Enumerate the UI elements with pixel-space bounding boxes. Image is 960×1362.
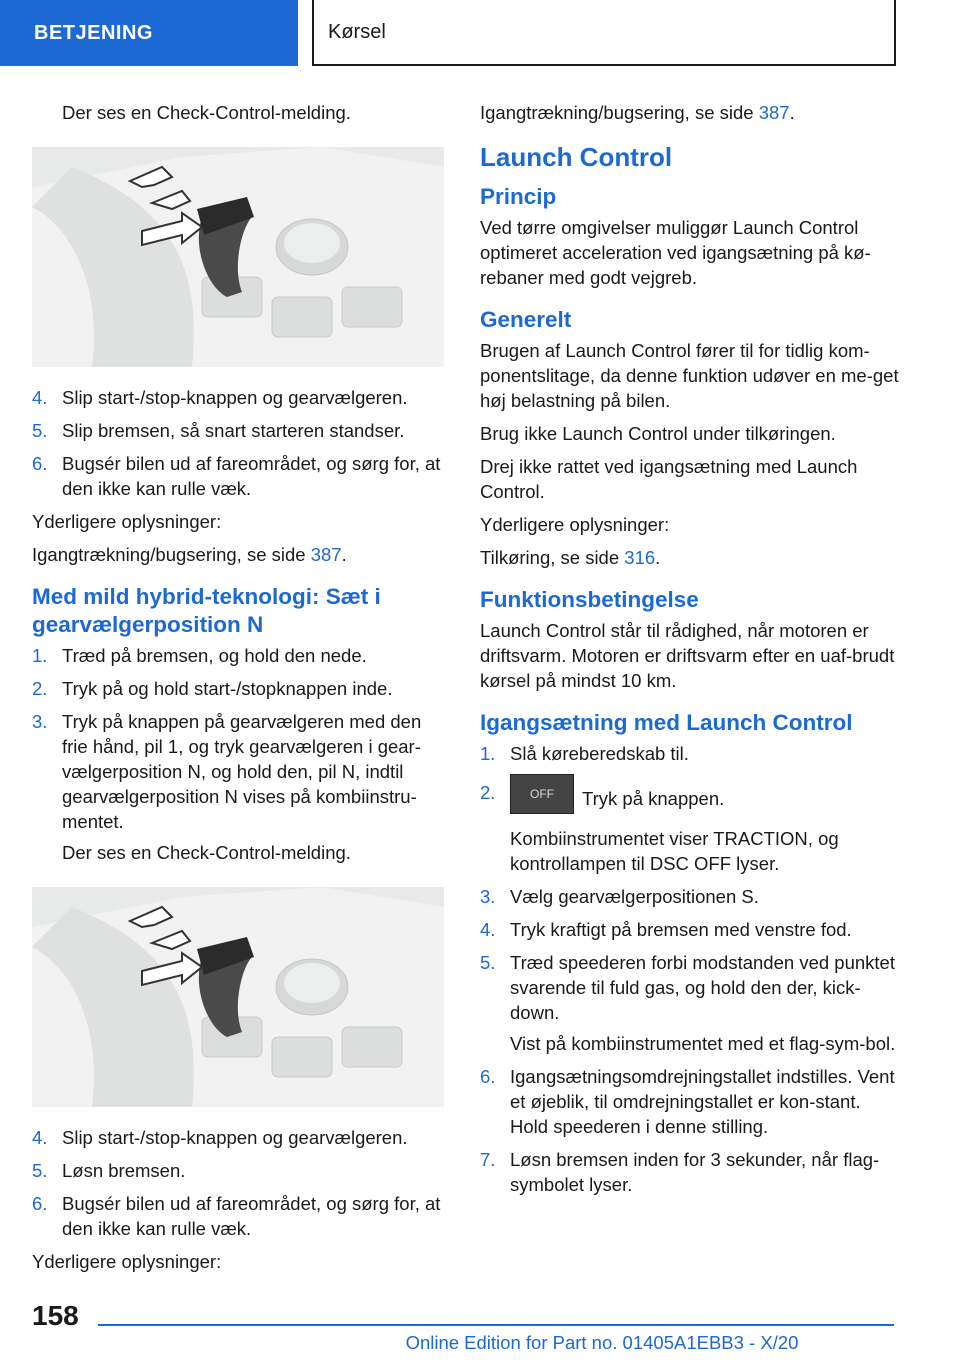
list-item: 3. Tryk på knappen på gearvælgeren med den frie hånd, pil 1, og tryk gearvælgeren i gear-vælgerposition N, og hold den, pil N, indtil gearvælgerposition N vises på kombiinstru-mentet. Der ses en Check-Control-melding. [32, 711, 422, 863]
heading-igangsaetning: Igangsætning med Launch Control [480, 710, 853, 735]
list-item: 1. Slå køreberedskab til. [480, 743, 689, 764]
list-item: 7. Løsn bremsen inden for 3 sekunder, når flag-symbolet lyser. [480, 1149, 880, 1195]
gear-selector-illustration-1 [32, 147, 444, 367]
cross-reference: Igangtrækning/bugsering, se side 387. [32, 544, 347, 565]
list-item: 6. Bugsér bilen ud af fareområdet, og sørg for, at den ikke kan rulle væk. [32, 453, 441, 499]
generelt-text-1: Brugen af Launch Control fører til for tidlig kom-ponentslitage, da denne funktion udøver en me-get høj belastning på bilen. [480, 340, 899, 411]
princip-text: Ved tørre omgivelser muliggør Launch Control optimeret acceleration ved igangsætning på kø-rebaner med godt vejgreb. [480, 217, 871, 288]
list-item: 4. Slip start-/stop-knappen og gearvælgeren. [32, 1127, 408, 1148]
cross-reference: Tilkøring, se side 316. [480, 547, 661, 568]
steps-list-3 [32, 1125, 444, 1241]
list-item: 4. Tryk kraftigt på bremsen med venstre fod. [480, 919, 852, 940]
steps-list-2 [32, 643, 444, 865]
heading-generelt: Generelt [480, 307, 572, 332]
list-item: 6. Bugsér bilen ud af fareområdet, og sørg for, at den ikke kan rulle væk. [32, 1193, 441, 1239]
more-info-label: Yderligere oplysninger: [32, 511, 222, 532]
page-link-316[interactable]: 316 [624, 547, 656, 568]
heading-funktionsbetingelse: Funktionsbetingelse [480, 587, 699, 612]
right-column [480, 100, 900, 1205]
chapter-title: Kørsel [328, 20, 386, 43]
list-item: 6. Igangsætningsomdrejningstallet indstilles. Vent et øjeblik, til omdrejningstallet er kon-stant. Hold speederen i denne stilling. [480, 1066, 895, 1137]
left-column [32, 100, 444, 1282]
cross-reference: Igangtrækning/bugsering, se side 387. [480, 102, 795, 123]
dsc-off-button-icon: OFF [510, 774, 574, 814]
gear-selector-illustration-2 [32, 887, 444, 1107]
more-info-label: Yderligere oplysninger: [32, 1251, 222, 1272]
list-item: 1. Træd på bremsen, og hold den nede. [32, 645, 367, 666]
section-title: BETJENING [34, 21, 153, 44]
list-item: 2. Tryk på og hold start-/stopknappen inde. [32, 678, 393, 699]
section-title-launch-control: Launch Control [480, 142, 673, 172]
footer-divider [98, 1324, 894, 1326]
intro-text: Der ses en Check-Control-melding. [62, 102, 351, 123]
launch-steps-list [480, 741, 900, 1197]
list-item: 3. Vælg gearvælgerpositionen S. [480, 886, 759, 907]
steps-list-1 [32, 385, 444, 501]
list-item: 5. Løsn bremsen. [32, 1160, 186, 1181]
more-info-label: Yderligere oplysninger: [480, 514, 670, 535]
generelt-text-2: Brug ikke Launch Control under tilkøringen. [480, 423, 836, 444]
funktion-text: Launch Control står til rådighed, når motoren er driftsvarm. Motoren er driftsvarm efter en uaf-brudt kørsel på mindst 10 km. [480, 620, 895, 691]
page-link-387[interactable]: 387 [310, 544, 342, 565]
list-item: 4. Slip start-/stop-knappen og gearvælgeren. [32, 387, 408, 408]
heading-princip: Princip [480, 184, 557, 209]
chapter-header [312, 0, 896, 66]
footer-edition: Online Edition for Part no. 01405A1EBB3 - X/20 [405, 1332, 799, 1353]
list-item: 5. Træd speederen forbi modstanden ved punktet svarende til fuld gas, og hold den der, kick-down. Vist på kombiinstrumentet med et flag-sym-bol. [480, 952, 896, 1054]
heading-mild-hybrid: Med mild hybrid-teknologi: Sæt i gearvælgerposition N [32, 584, 381, 637]
list-item: 5. Slip bremsen, så snart starteren standser. [32, 420, 405, 441]
list-item: 2. OFF Tryk på knappen. Kombiinstrumentet viser TRACTION, og kontrollampen til DSC OFF lyser. [480, 780, 900, 876]
generelt-text-3: Drej ikke rattet ved igangsætning med Launch Control. [480, 456, 858, 502]
section-header [0, 0, 298, 66]
page-number: 158 [32, 1300, 79, 1331]
page-link-387[interactable]: 387 [758, 102, 790, 123]
